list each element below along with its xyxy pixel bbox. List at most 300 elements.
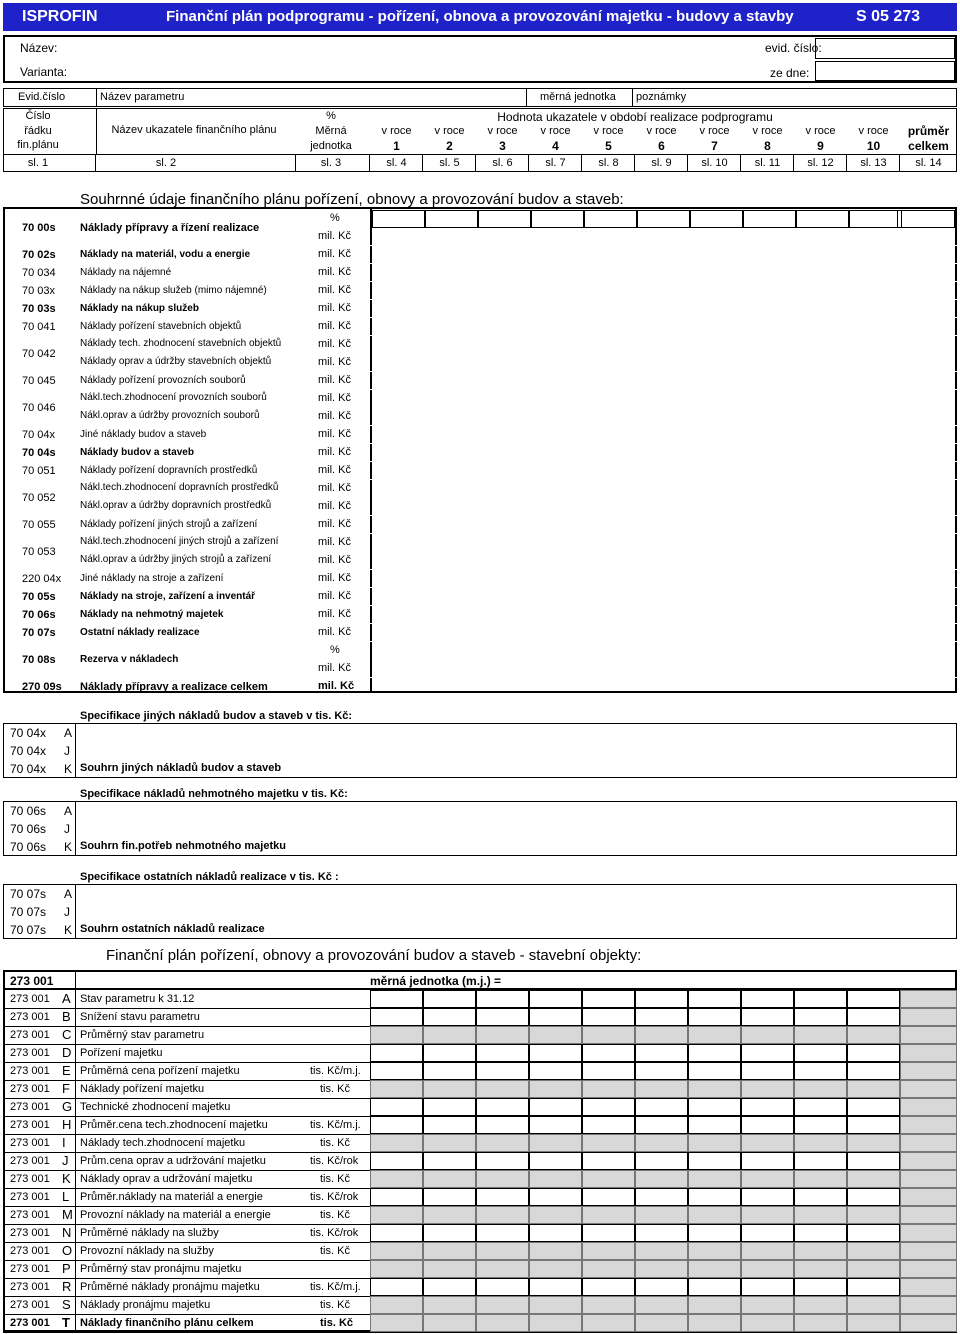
plan-value-cell[interactable] xyxy=(847,1134,900,1152)
value-cell[interactable] xyxy=(478,210,531,228)
plan-value-cell[interactable] xyxy=(741,1170,794,1188)
plan-value-cell[interactable] xyxy=(635,1116,688,1134)
plan-value-cell[interactable] xyxy=(635,1170,688,1188)
plan-code: 273 001 xyxy=(10,1155,50,1167)
spec-code: 70 07s xyxy=(10,887,47,901)
plan-value-cell[interactable] xyxy=(423,1242,476,1260)
plan-value-cell[interactable] xyxy=(582,1278,635,1296)
plan-label: Náklady tech.zhodnocení majetku xyxy=(80,1137,246,1149)
plan-code: 273 001 xyxy=(10,1227,50,1239)
plan-value-cell[interactable] xyxy=(476,1152,529,1170)
plan-value-cell[interactable] xyxy=(370,1080,423,1098)
plan-value-cell[interactable] xyxy=(688,1188,741,1206)
plan-value-cell[interactable] xyxy=(741,1062,794,1080)
plan-value-cell[interactable] xyxy=(688,1134,741,1152)
slot-divider xyxy=(793,154,794,172)
plan-value-cell[interactable] xyxy=(794,1134,847,1152)
plan-value-cell[interactable] xyxy=(370,1026,423,1044)
plan-value-cell[interactable] xyxy=(688,1098,741,1116)
spec-code: 70 07s xyxy=(10,905,47,919)
plan-value-cell[interactable] xyxy=(529,1080,582,1098)
plan-value-cell[interactable] xyxy=(794,990,847,1008)
plan-value-cell[interactable] xyxy=(582,1116,635,1134)
plan-value-cell[interactable] xyxy=(688,1026,741,1044)
plan-value-cell[interactable] xyxy=(847,1116,900,1134)
plan-value-cell[interactable] xyxy=(847,1152,900,1170)
plan-value-cell[interactable] xyxy=(688,990,741,1008)
row-unit: mil. Kč xyxy=(318,572,351,584)
plan-value-cell[interactable] xyxy=(794,1314,847,1332)
plan-value-cell[interactable] xyxy=(582,1152,635,1170)
plan-value-cell[interactable] xyxy=(794,1152,847,1170)
row-name: Náklady na nákup služeb xyxy=(80,302,199,314)
plan-value-cell[interactable] xyxy=(476,1134,529,1152)
plan-value-cell[interactable] xyxy=(741,1296,794,1314)
plan-total-cell xyxy=(900,1098,957,1116)
plan-value-cell[interactable] xyxy=(529,1188,582,1206)
plan-value-cell[interactable] xyxy=(635,1098,688,1116)
plan-value-cell[interactable] xyxy=(423,1044,476,1062)
plan-value-cell[interactable] xyxy=(847,1206,900,1224)
plan-value-cell[interactable] xyxy=(423,990,476,1008)
plan-value-cell[interactable] xyxy=(582,1224,635,1242)
plan-value-cell[interactable] xyxy=(582,1260,635,1278)
plan-value-cell[interactable] xyxy=(794,1170,847,1188)
plan-unit: tis. Kč xyxy=(320,1137,350,1149)
plan-value-cell[interactable] xyxy=(370,1224,423,1242)
plan-value-cell[interactable] xyxy=(476,990,529,1008)
plan-value-cell[interactable] xyxy=(741,1314,794,1332)
plan-letter: P xyxy=(62,1261,71,1276)
plan-value-cell[interactable] xyxy=(847,1188,900,1206)
row-name: Náklady budov a staveb xyxy=(80,446,194,458)
plan-value-cell[interactable] xyxy=(635,1008,688,1026)
spec-title: Specifikace nákladů nehmotného majetku v tis. Kč: xyxy=(80,788,348,800)
plan-value-cell[interactable] xyxy=(688,1278,741,1296)
plan-total-cell xyxy=(900,1188,957,1206)
plan-code: 273 001 xyxy=(10,1119,50,1131)
plan-value-cell[interactable] xyxy=(476,1026,529,1044)
plan-code: 273 001 xyxy=(10,1065,50,1077)
plan-value-cell[interactable] xyxy=(794,1260,847,1278)
plan-value-cell[interactable] xyxy=(582,1242,635,1260)
spec-letter: K xyxy=(64,762,73,776)
plan-value-cell[interactable] xyxy=(370,1152,423,1170)
plan-value-cell[interactable] xyxy=(370,1062,423,1080)
value-cell[interactable] xyxy=(796,210,849,228)
plan-value-cell[interactable] xyxy=(476,1188,529,1206)
plan-value-cell[interactable] xyxy=(741,1098,794,1116)
plan-value-cell[interactable] xyxy=(635,1062,688,1080)
plan-value-cell[interactable] xyxy=(688,1062,741,1080)
plan-value-cell[interactable] xyxy=(688,1116,741,1134)
slot-divider xyxy=(740,154,741,172)
plan-value-cell[interactable] xyxy=(423,1098,476,1116)
plan-value-cell[interactable] xyxy=(529,1044,582,1062)
plan-value-cell[interactable] xyxy=(423,1278,476,1296)
row-code: 70 046 xyxy=(22,401,56,414)
plan-value-cell[interactable] xyxy=(423,1116,476,1134)
value-cell[interactable] xyxy=(637,210,690,228)
row-unit: mil. Kč xyxy=(318,446,351,458)
plan-value-cell[interactable] xyxy=(847,1242,900,1260)
plan-total-cell xyxy=(900,990,957,1008)
plan-value-cell[interactable] xyxy=(847,1026,900,1044)
plan-value-cell[interactable] xyxy=(529,1026,582,1044)
value-cell[interactable] xyxy=(743,210,796,228)
plan-label: Provozní náklady na materiál a energie xyxy=(80,1209,271,1221)
plan-value-cell[interactable] xyxy=(370,1260,423,1278)
plan-label: Průměrné náklady na služby xyxy=(80,1227,219,1239)
param-nazev: Název parametru xyxy=(100,91,185,103)
nazev-label: Název: xyxy=(20,41,58,55)
plan-value-cell[interactable] xyxy=(741,1188,794,1206)
plan-value-cell[interactable] xyxy=(688,1224,741,1242)
plan-value-cell[interactable] xyxy=(476,1080,529,1098)
param-mj: měrná jednotka xyxy=(540,91,616,103)
plan-value-cell[interactable] xyxy=(794,1242,847,1260)
row-divider xyxy=(5,317,957,318)
plan-value-cell[interactable] xyxy=(635,1080,688,1098)
plan-value-cell[interactable] xyxy=(635,1134,688,1152)
plan-value-cell[interactable] xyxy=(370,1278,423,1296)
plan-value-cell[interactable] xyxy=(635,1260,688,1278)
value-cell[interactable] xyxy=(897,210,955,228)
row-unit: mil. Kč xyxy=(318,590,351,602)
plan-label: Průměr.cena tech.zhodnocení majetku xyxy=(80,1119,268,1131)
value-cell[interactable] xyxy=(425,210,478,228)
plan-value-cell[interactable] xyxy=(370,1314,423,1332)
plan-value-cell[interactable] xyxy=(423,1170,476,1188)
plan-value-cell[interactable] xyxy=(635,1278,688,1296)
row-code: 220 04x xyxy=(22,572,62,585)
plan-value-cell[interactable] xyxy=(476,1206,529,1224)
plan-value-cell[interactable] xyxy=(370,1188,423,1206)
slot-divider xyxy=(295,154,296,172)
row-divider xyxy=(5,461,957,462)
plan-value-cell[interactable] xyxy=(635,1296,688,1314)
plan-value-cell[interactable] xyxy=(688,1170,741,1188)
spec-letter: J xyxy=(64,744,70,758)
plan-unit: tis. Kč xyxy=(320,1173,350,1185)
plan-value-cell[interactable] xyxy=(476,1314,529,1332)
plan-value-cell[interactable] xyxy=(794,1278,847,1296)
plan-value-cell[interactable] xyxy=(529,1206,582,1224)
plan-value-cell[interactable] xyxy=(529,1242,582,1260)
row-name: Náklady na nehmotný majetek xyxy=(80,608,224,620)
plan-value-cell[interactable] xyxy=(794,1224,847,1242)
plan-total-cell xyxy=(900,1296,957,1314)
plan-value-cell[interactable] xyxy=(688,1260,741,1278)
plan-value-cell[interactable] xyxy=(476,1008,529,1026)
plan-value-cell[interactable] xyxy=(794,1116,847,1134)
plan-value-cell[interactable] xyxy=(794,1188,847,1206)
plan-value-cell[interactable] xyxy=(476,1296,529,1314)
ze-dne-field[interactable] xyxy=(815,61,955,81)
plan-value-cell[interactable] xyxy=(688,1008,741,1026)
plan-value-cell[interactable] xyxy=(423,1026,476,1044)
plan-value-cell[interactable] xyxy=(741,1152,794,1170)
plan-mj: měrná jednotka (m.j.) = xyxy=(370,974,502,988)
plan-value-cell[interactable] xyxy=(635,1242,688,1260)
plan-value-cell[interactable] xyxy=(370,1206,423,1224)
plan-value-cell[interactable] xyxy=(847,1224,900,1242)
row-name: Nákl.oprav a údržby provozních souborů xyxy=(80,410,260,421)
plan-value-cell[interactable] xyxy=(370,1242,423,1260)
plan-value-cell[interactable] xyxy=(847,1170,900,1188)
plan-value-cell[interactable] xyxy=(529,1170,582,1188)
spec-label: Souhrn jiných nákladů budov a staveb xyxy=(80,762,282,774)
plan-label: Provozní náklady na služby xyxy=(80,1245,214,1257)
plan-value-cell[interactable] xyxy=(370,1116,423,1134)
plan-value-cell[interactable] xyxy=(423,1188,476,1206)
plan-value-cell[interactable] xyxy=(370,1296,423,1314)
row-name: Rezerva v nákladech xyxy=(80,653,179,665)
value-cell[interactable] xyxy=(372,210,425,228)
plan-unit: tis. Kč/m.j. xyxy=(310,1065,361,1077)
plan-value-cell[interactable] xyxy=(688,1314,741,1332)
plan-value-cell[interactable] xyxy=(582,1188,635,1206)
plan-value-cell[interactable] xyxy=(741,1044,794,1062)
row-code: 70 08s xyxy=(22,653,56,666)
plan-letter: B xyxy=(62,1009,71,1024)
plan-value-cell[interactable] xyxy=(688,1296,741,1314)
row-code: 70 02s xyxy=(22,248,56,261)
plan-unit: tis. Kč/rok xyxy=(310,1227,359,1239)
plan-value-cell[interactable] xyxy=(635,1206,688,1224)
plan-value-cell[interactable] xyxy=(582,990,635,1008)
value-cell[interactable] xyxy=(849,210,902,228)
plan-value-cell[interactable] xyxy=(635,1314,688,1332)
plan-label: Technické zhodnocení majetku xyxy=(80,1101,231,1113)
plan-value-cell[interactable] xyxy=(688,1242,741,1260)
plan-value-cell[interactable] xyxy=(476,1260,529,1278)
plan-value-cell[interactable] xyxy=(635,1044,688,1062)
plan-value-cell[interactable] xyxy=(741,1242,794,1260)
plan-value-cell[interactable] xyxy=(847,1098,900,1116)
plan-value-cell[interactable] xyxy=(794,1206,847,1224)
plan-value-cell[interactable] xyxy=(476,1098,529,1116)
row-divider xyxy=(5,623,957,624)
plan-value-cell[interactable] xyxy=(847,1314,900,1332)
plan-value-cell[interactable] xyxy=(688,1080,741,1098)
row-divider xyxy=(5,281,957,282)
varianta-label: Varianta: xyxy=(20,65,68,79)
plan-value-cell[interactable] xyxy=(529,1278,582,1296)
row-code: 70 03s xyxy=(22,302,56,315)
plan-value-cell[interactable] xyxy=(370,1044,423,1062)
row-unit: mil. Kč xyxy=(318,284,351,296)
plan-value-cell[interactable] xyxy=(741,1080,794,1098)
row-unit2: mil. Kč xyxy=(318,230,351,242)
row-divider xyxy=(5,533,957,534)
plan-value-cell[interactable] xyxy=(370,1134,423,1152)
row-name: Nákl.oprav a údržby dopravních prostředků xyxy=(80,500,272,511)
plan-value-cell[interactable] xyxy=(423,1008,476,1026)
row-name: Náklady tech. zhodnocení stavebních objektů xyxy=(80,338,282,349)
plan-value-cell[interactable] xyxy=(529,1224,582,1242)
plan-value-cell[interactable] xyxy=(688,1044,741,1062)
slot-label: sl. 2 xyxy=(155,157,177,169)
plan-value-cell[interactable] xyxy=(635,990,688,1008)
plan-value-cell[interactable] xyxy=(794,1062,847,1080)
row-name: Nákl.tech.zhodnocení dopravních prostředků xyxy=(80,482,279,493)
row-code: 70 053 xyxy=(22,545,56,558)
spec-code: 70 07s xyxy=(10,923,47,937)
plan-code: 273 001 xyxy=(10,1299,50,1311)
plan-value-cell[interactable] xyxy=(476,1170,529,1188)
plan-value-cell[interactable] xyxy=(423,1296,476,1314)
plan-value-cell[interactable] xyxy=(847,1296,900,1314)
plan-value-cell[interactable] xyxy=(794,1098,847,1116)
plan-value-cell[interactable] xyxy=(794,1008,847,1026)
row-code: 70 045 xyxy=(22,374,56,387)
evid-field[interactable] xyxy=(815,38,955,59)
plan-value-cell[interactable] xyxy=(529,1008,582,1026)
plan-value-cell[interactable] xyxy=(370,1008,423,1026)
spec-letter: J xyxy=(64,905,70,919)
spec-label: Souhrn ostatních nákladů realizace xyxy=(80,923,265,935)
plan-value-cell[interactable] xyxy=(423,1206,476,1224)
plan-value-cell[interactable] xyxy=(847,1278,900,1296)
plan-value-cell[interactable] xyxy=(423,1224,476,1242)
plan-value-cell[interactable] xyxy=(741,1008,794,1026)
plan-code: 273 001 xyxy=(10,1011,50,1023)
col-pct: % xyxy=(326,110,336,122)
plan-value-cell[interactable] xyxy=(529,1152,582,1170)
plan-value-cell[interactable] xyxy=(582,1098,635,1116)
plan-value-cell[interactable] xyxy=(370,1098,423,1116)
plan-value-cell[interactable] xyxy=(741,1224,794,1242)
plan-value-cell[interactable] xyxy=(529,1260,582,1278)
param-evid: Evid.číslo xyxy=(18,91,66,103)
plan-value-cell[interactable] xyxy=(423,1314,476,1332)
plan-value-cell[interactable] xyxy=(423,1134,476,1152)
spec-divider xyxy=(75,801,76,856)
plan-code: 273 001 xyxy=(10,1137,50,1149)
plan-value-cell[interactable] xyxy=(794,1080,847,1098)
plan-value-cell[interactable] xyxy=(370,1170,423,1188)
plan-value-cell[interactable] xyxy=(476,1224,529,1242)
plan-value-cell[interactable] xyxy=(582,1026,635,1044)
plan-value-cell[interactable] xyxy=(529,1296,582,1314)
col-merna: Měrná xyxy=(315,125,347,137)
row-code: 70 00s xyxy=(22,221,56,234)
plan-value-cell[interactable] xyxy=(476,1278,529,1296)
row-name: Jiné náklady na stroje a zařízení xyxy=(80,572,224,584)
plan-value-cell[interactable] xyxy=(423,1152,476,1170)
plan-value-cell[interactable] xyxy=(582,1062,635,1080)
plan-value-cell[interactable] xyxy=(476,1116,529,1134)
row-unit: mil. Kč xyxy=(318,518,351,530)
value-cell[interactable] xyxy=(584,210,637,228)
plan-value-cell[interactable] xyxy=(635,1152,688,1170)
plan-value-cell[interactable] xyxy=(582,1296,635,1314)
plan-value-cell[interactable] xyxy=(847,1080,900,1098)
plan-label: Průměr.náklady na materiál a energie xyxy=(80,1191,263,1203)
slot-divider xyxy=(528,154,529,172)
plan-value-cell[interactable] xyxy=(847,990,900,1008)
row-code: 70 03x xyxy=(22,284,56,297)
row-divider xyxy=(5,245,957,246)
plan-label: Stav parametru k 31.12 xyxy=(80,993,195,1005)
plan-value-cell[interactable] xyxy=(370,990,423,1008)
row-unit: mil. Kč xyxy=(318,464,351,476)
plan-unit: tis. Kč/m.j. xyxy=(310,1119,361,1131)
row-name: Náklady pořízení stavebních objektů xyxy=(80,320,242,332)
plan-letter: H xyxy=(62,1117,72,1132)
plan-value-cell[interactable] xyxy=(635,1224,688,1242)
plan-value-cell[interactable] xyxy=(582,1170,635,1188)
plan-value-cell[interactable] xyxy=(635,1026,688,1044)
col-radku: řádku xyxy=(24,125,52,137)
plan-value-cell[interactable] xyxy=(688,1152,741,1170)
spec-code: 70 06s xyxy=(10,840,47,854)
plan-value-cell[interactable] xyxy=(582,1044,635,1062)
plan-value-cell[interactable] xyxy=(529,1098,582,1116)
plan-value-cell[interactable] xyxy=(741,1206,794,1224)
value-cell[interactable] xyxy=(531,210,584,228)
plan-value-cell[interactable] xyxy=(582,1314,635,1332)
plan-value-cell[interactable] xyxy=(741,990,794,1008)
plan-value-cell[interactable] xyxy=(529,1116,582,1134)
plan-value-cell[interactable] xyxy=(582,1080,635,1098)
plan-value-cell[interactable] xyxy=(423,1260,476,1278)
plan-value-cell[interactable] xyxy=(582,1206,635,1224)
plan-value-cell[interactable] xyxy=(529,990,582,1008)
row-unit: mil. Kč xyxy=(318,428,351,440)
plan-value-cell[interactable] xyxy=(794,1044,847,1062)
plan-code: 273 001 xyxy=(10,1083,50,1095)
plan-value-cell[interactable] xyxy=(529,1062,582,1080)
plan-value-cell[interactable] xyxy=(847,1260,900,1278)
plan-value-cell[interactable] xyxy=(476,1062,529,1080)
plan-code: 273 001 xyxy=(10,1209,50,1221)
plan-value-cell[interactable] xyxy=(529,1134,582,1152)
plan-value-cell[interactable] xyxy=(582,1134,635,1152)
plan-value-cell[interactable] xyxy=(423,1062,476,1080)
plan-value-cell[interactable] xyxy=(741,1260,794,1278)
plan-value-cell[interactable] xyxy=(741,1134,794,1152)
plan-value-cell[interactable] xyxy=(794,1026,847,1044)
plan-value-cell[interactable] xyxy=(635,1188,688,1206)
row-divider xyxy=(5,299,957,300)
spec-title: Specifikace jiných nákladů budov a staveb v tis. Kč: xyxy=(80,710,353,722)
plan-value-cell[interactable] xyxy=(529,1314,582,1332)
plan-value-cell[interactable] xyxy=(741,1278,794,1296)
plan-code: 273 001 xyxy=(10,1317,50,1329)
row-divider xyxy=(5,389,957,390)
plan-value-cell[interactable] xyxy=(741,1026,794,1044)
spec-divider xyxy=(75,723,76,778)
plan-value-cell[interactable] xyxy=(847,1044,900,1062)
row-code: 70 041 xyxy=(22,320,56,333)
plan-value-cell[interactable] xyxy=(476,1242,529,1260)
plan-total-cell xyxy=(900,1008,957,1026)
slot-divider xyxy=(95,154,96,172)
year-label-vroce: v roce xyxy=(593,125,624,137)
plan-value-cell[interactable] xyxy=(423,1080,476,1098)
value-cell[interactable] xyxy=(690,210,743,228)
plan-value-cell[interactable] xyxy=(688,1206,741,1224)
plan-value-cell[interactable] xyxy=(582,1008,635,1026)
plan-value-cell[interactable] xyxy=(794,1296,847,1314)
plan-value-cell[interactable] xyxy=(847,1008,900,1026)
plan-code: 273 001 xyxy=(10,993,50,1005)
plan-value-cell[interactable] xyxy=(476,1044,529,1062)
plan-value-cell[interactable] xyxy=(741,1116,794,1134)
plan-value-cell[interactable] xyxy=(847,1062,900,1080)
